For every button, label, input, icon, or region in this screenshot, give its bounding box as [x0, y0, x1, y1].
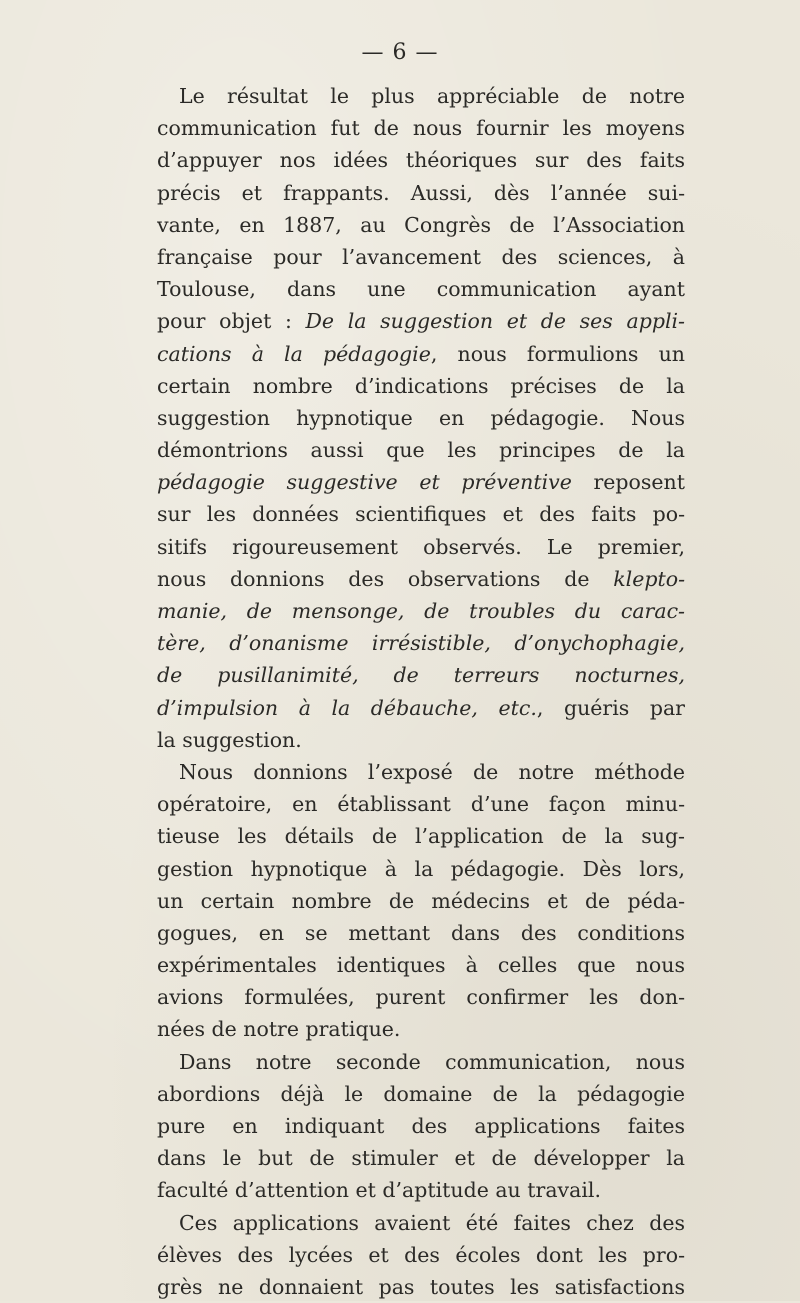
text-run: grès ne donnaient pas toutes les satisfactions: [157, 1274, 685, 1299]
text-line: [157, 80, 685, 112]
text-line: [157, 1239, 685, 1271]
text-run: vante, en 1887, au Congrès de l’Association: [157, 212, 685, 237]
text-line: [157, 563, 685, 595]
text-run: , guéris par: [536, 695, 685, 720]
text-line: [157, 949, 685, 981]
text-line: [157, 981, 685, 1013]
text-run: Toulouse, dans une communication ayant: [157, 277, 685, 302]
text-line: [157, 273, 685, 305]
text-run: Nous donnions l’exposé de notre méthode: [179, 759, 685, 784]
text-line: [157, 402, 685, 434]
italic-text: klepto-: [613, 566, 685, 591]
text-line: [157, 338, 685, 370]
text-run: gogues, en se mettant dans des conditions: [157, 920, 685, 945]
text-line: [157, 466, 685, 498]
text-run: reposent: [571, 470, 685, 495]
text-line: [157, 1110, 685, 1142]
text-run: opératoire, en établissant d’une façon minu-: [157, 792, 685, 817]
text-line: [157, 1013, 685, 1045]
italic-text: de pusillanimité, de terreurs nocturnes,: [157, 663, 685, 688]
text-line: [157, 305, 685, 337]
text-line: [157, 627, 685, 659]
text-run: suggestion hypnotique en pédagogie. Nous: [157, 405, 685, 430]
text-run: certain nombre d’indications précises de la: [157, 373, 685, 398]
text-run: française pour l’avancement des sciences, à: [157, 244, 685, 269]
body-text: [157, 80, 685, 1303]
page-number: — 6 —: [361, 40, 439, 65]
text-line: [157, 1271, 685, 1303]
text-run: faculté d’attention et d’aptitude au travail.: [157, 1178, 601, 1203]
text-run: Le résultat le plus appréciable de notre: [179, 84, 685, 108]
text-line: [157, 1207, 685, 1239]
text-line: [157, 659, 685, 691]
text-line: [157, 1142, 685, 1174]
text-line: [157, 692, 685, 724]
text-run: Dans notre seconde communication, nous: [179, 1049, 685, 1074]
text-line: [157, 820, 685, 852]
text-run: nous donnions des observations de: [157, 566, 614, 591]
text-line: [157, 177, 685, 209]
text-line: [157, 1046, 685, 1078]
text-run: pour objet :: [157, 309, 306, 334]
text-run: démontrions aussi que les principes de la: [157, 438, 685, 463]
text-line: [157, 370, 685, 402]
text-run: un certain nombre de médecins et de péda-: [157, 888, 685, 913]
text-run: , nous formulions un: [430, 341, 685, 366]
text-line: [157, 724, 685, 756]
text-run: tieuse les détails de l’application de la sug-: [157, 824, 685, 849]
italic-text: pédagogie suggestive et préventive: [157, 470, 572, 495]
text-run: sitifs rigoureusement observés. Le premier,: [157, 534, 685, 559]
text-run: abordions déjà le domaine de la pédagogie: [157, 1081, 685, 1106]
italic-text: d’impulsion à la débauche, etc.: [157, 695, 537, 720]
text-run: gestion hypnotique à la pédagogie. Dès lors,: [157, 856, 685, 881]
text-run: communication fut de nous fournir les moyens: [157, 116, 685, 141]
text-line: [157, 434, 685, 466]
text-line: [157, 112, 685, 144]
text-run: dans le but de stimuler et de développer la: [157, 1146, 685, 1171]
text-line: [157, 498, 685, 530]
text-run: élèves des lycées et des écoles dont les pro-: [157, 1242, 685, 1267]
text-line: [157, 853, 685, 885]
text-line: [157, 209, 685, 241]
italic-text: manie, de mensonge, de troubles du carac-: [157, 599, 685, 623]
text-line: [157, 595, 685, 627]
text-line: [157, 144, 685, 176]
text-run: nées de notre pratique.: [157, 1017, 401, 1042]
text-run: précis et frappants. Aussi, dès l’année sui-: [157, 180, 685, 205]
text-line: [157, 885, 685, 917]
text-line: [157, 756, 685, 788]
text-run: sur les données scientifiques et des faits po-: [157, 502, 685, 527]
text-line: [157, 1174, 685, 1206]
text-run: pure en indiquant des applications faites: [157, 1114, 685, 1138]
text-line: [157, 241, 685, 273]
text-run: la suggestion.: [157, 727, 302, 752]
text-run: expérimentales identiques à celles que nous: [157, 953, 685, 978]
text-run: d’appuyer nos idées théoriques sur des faits: [157, 148, 685, 173]
text-line: [157, 788, 685, 820]
text-line: [157, 531, 685, 563]
text-line: [157, 1078, 685, 1110]
italic-text: cations à la pédagogie: [157, 341, 431, 366]
text-line: [157, 917, 685, 949]
italic-text: De la suggestion et de ses appli-: [305, 309, 685, 334]
italic-text: tère, d’onanisme irrésistible, d’onychophagie,: [157, 631, 685, 656]
text-run: avions formulées, purent confirmer les don-: [157, 985, 685, 1010]
text-run: Ces applications avaient été faites chez des: [179, 1210, 685, 1235]
